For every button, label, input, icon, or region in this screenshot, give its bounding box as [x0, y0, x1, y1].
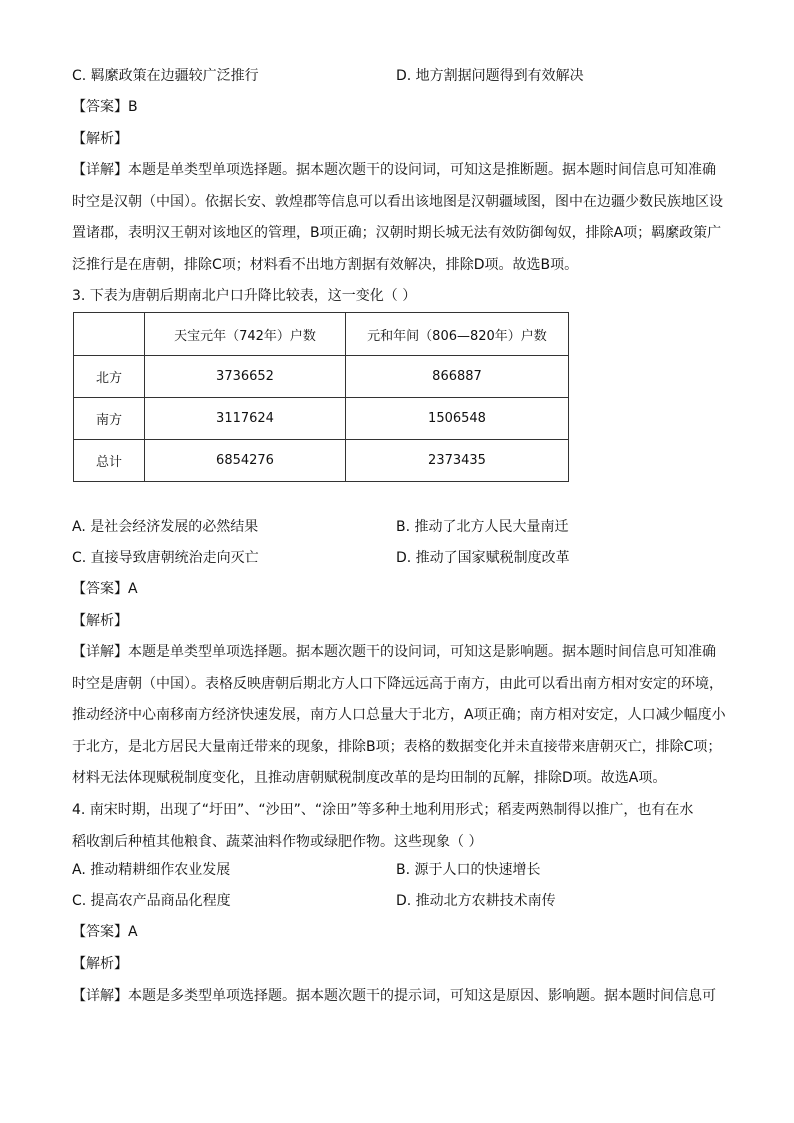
q2-detail-line: 时空是汉朝（中国）。依据长安、敦煌郡等信息可以看出该地图是汉朝疆域图，图中在边疆少数民族地区设: [72, 193, 723, 210]
table-header-cell: 天宝元年（742年）户数: [145, 313, 346, 356]
q3-answer: 【答案】A: [72, 581, 138, 597]
q3-detail-line: 时空是唐朝（中国）。表格反映唐朝后期北方人口下降远远高于南方，由此可以看出南方相对安定的环境，: [72, 675, 723, 692]
table-cell: 3117624: [145, 398, 346, 440]
table-cell: 总计: [74, 440, 145, 482]
q3-option-b: B. 推动了北方人民大量南迁: [396, 519, 569, 535]
table-cell: 2373435: [346, 440, 569, 482]
q3-detail-line: 推动经济中心南移南方经济快速发展，南方人口总量大于北方，A项正确；南方相对安定，人口减少幅度小: [72, 707, 726, 723]
q2-answer: 【答案】B: [72, 99, 138, 115]
q3-stem: 3. 下表为唐朝后期南北户口升降比较表，这一变化（ ）: [72, 288, 417, 304]
q4-detail-line: 【详解】本题是多类型单项选择题。据本题次题干的提示词，可知这是原因、影响题。据本题时间信息可: [72, 988, 716, 1004]
table-cell: 北方: [74, 356, 145, 398]
q4-option-b: B. 源于人口的快速增长: [396, 862, 541, 878]
table-header-cell: [74, 313, 145, 356]
q2-detail-line: 泛推行是在唐朝，排除C项；材料看不出地方割据有效解决，排除D项。故选B项。: [72, 256, 579, 273]
table-cell: 866887: [346, 356, 569, 398]
q3-detail-line: 材料无法体现赋税制度变化，且推动唐朝赋税制度改革的是均田制的瓦解，排除D项。故选A项。: [72, 770, 667, 786]
q2-option-d: D. 地方割据问题得到有效解决: [396, 68, 584, 84]
q4-analysis-label: 【解析】: [72, 956, 128, 972]
q2-analysis-label: 【解析】: [72, 131, 128, 147]
q4-option-c: C. 提高农产品商品化程度: [72, 893, 231, 909]
q3-option-d: D. 推动了国家赋税制度改革: [396, 550, 570, 566]
q2-detail-line: 置诸郡，表明汉王朝对该地区的管理，B项正确；汉朝时期长城无法有效防御匈奴，排除A项；羁縻政策广: [72, 225, 722, 241]
q2-option-c: C. 羁縻政策在边疆较广泛推行: [72, 68, 259, 84]
q3-detail: [72, 642, 728, 800]
q4-option-d: D. 推动北方农耕技术南传: [396, 893, 556, 909]
table-header-cell: 元和年间（806—820年）户数: [346, 313, 569, 356]
q3-option-a: A. 是社会经济发展的必然结果: [72, 519, 259, 535]
q4-answer: 【答案】A: [72, 924, 138, 940]
q3-analysis-label: 【解析】: [72, 613, 128, 629]
table-cell: 1506548: [346, 398, 569, 440]
table-row: [74, 440, 569, 482]
q4-stem: [72, 800, 728, 863]
q4-stem-line: 4. 南宋时期，出现了“圩田”、“沙田”、“涂田”等多种土地利用形式；稻麦两熟制得以推广，也有在水: [72, 802, 694, 818]
q4-stem-line: 稻收割后种植其他粮食、蔬菜油料作物或绿肥作物。这些现象（ ）: [72, 833, 483, 850]
table-header-row: [74, 313, 569, 356]
table-cell: 6854276: [145, 440, 346, 482]
q4-option-a: A. 推动精耕细作农业发展: [72, 862, 231, 878]
q3-option-c: C. 直接导致唐朝统治走向灭亡: [72, 550, 259, 566]
q3-data-table: [73, 312, 569, 482]
table-cell: 南方: [74, 398, 145, 440]
q3-detail-line: 于北方，是北方居民大量南迁带来的现象，排除B项；表格的数据变化并未直接带来唐朝灭亡，排除C项；: [72, 738, 722, 755]
q2-detail: [72, 160, 728, 286]
table-row: [74, 398, 569, 440]
table-row: [74, 356, 569, 398]
q2-detail-line: 【详解】本题是单类型单项选择题。据本题次题干的设问词，可知这是推断题。据本题时间信息可知准确: [72, 162, 716, 178]
q3-detail-line: 【详解】本题是单类型单项选择题。据本题次题干的设问词，可知这是影响题。据本题时间信息可知准确: [72, 644, 716, 660]
table-cell: 3736652: [145, 356, 346, 398]
